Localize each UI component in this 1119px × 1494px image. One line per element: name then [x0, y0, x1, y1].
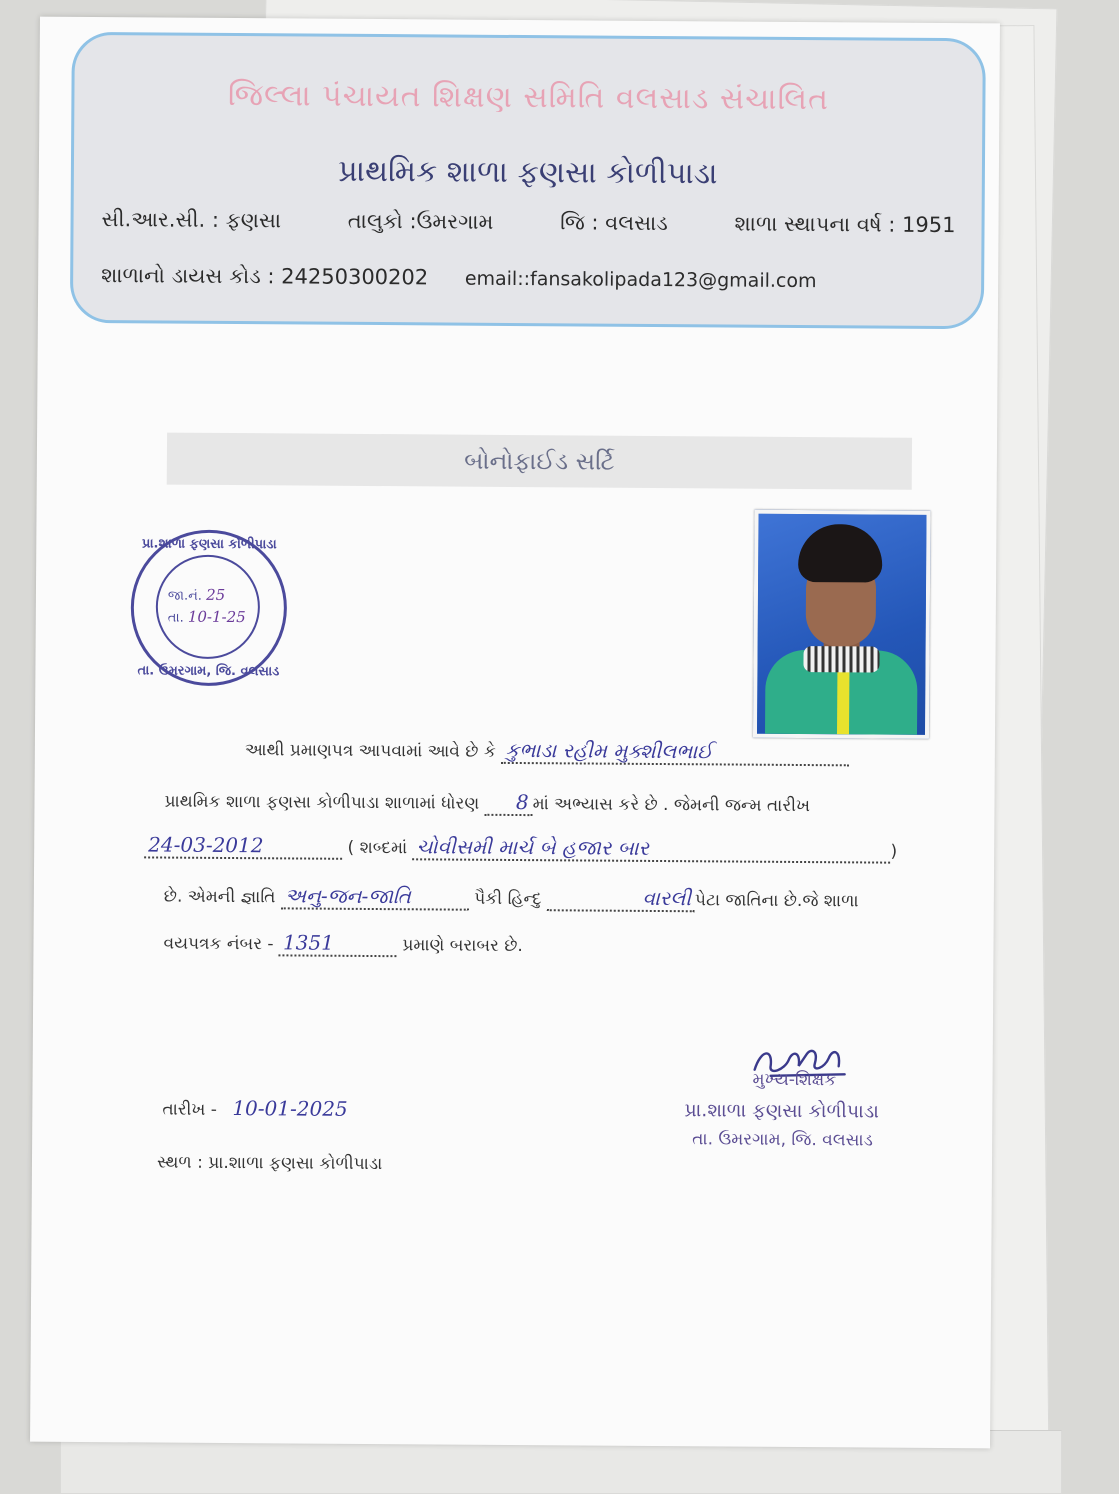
words-label: ( શબ્દમાં: [347, 837, 408, 859]
subcaste-value: વારલી: [642, 885, 692, 911]
certificate-line-4: [164, 883, 859, 914]
signatory-address: તા. ઉમરગામ, જિ. વલસાડ: [692, 1129, 873, 1151]
stamp-date-label: તા.: [167, 610, 184, 626]
student-name: કુભાડા રહીમ મુક્શીલભાઈ: [505, 737, 713, 764]
organization-title: જિલ્લા પંચાયત શિક્ષણ સમિતિ વલસાડ સંચાલિત: [227, 77, 830, 118]
signatory-school: પ્રા.શાળા ફણસા કોળીપાડા: [684, 1099, 880, 1123]
school-stamp: [130, 529, 287, 686]
stamp-number-label: જા.નં.: [167, 588, 203, 604]
certificate-line-2: [164, 788, 810, 819]
stamp-ring-top: પ્રા.શાળા ફણસા કોળીપાડા: [141, 536, 277, 553]
certificate-title: બોનોફાઈડ સર્ટિ: [167, 433, 912, 490]
certificate-line-5: [163, 930, 522, 959]
issue-date-label: તારીખ -: [162, 1099, 218, 1120]
caste-value: અનુ-જન-જાતિ: [284, 883, 411, 909]
certificate-sheet: [30, 17, 1000, 1449]
close-paren: ): [890, 841, 898, 862]
dob-words-field: [413, 834, 891, 863]
school-details-row: [101, 207, 955, 238]
letterhead: [70, 32, 986, 329]
stamp-number-value: 25: [206, 585, 226, 604]
dise-code: શાળાનો ડાયસ કોડ : 24250300202: [101, 263, 429, 290]
issue-date-value: 10-01-2025: [232, 1096, 348, 1121]
student-name-field: [501, 738, 849, 766]
contact-row: [101, 263, 817, 293]
dob-value: 24-03-2012: [148, 832, 264, 858]
register-number-field: [279, 930, 397, 957]
stamp-ring-bottom: તા. ઉમરગામ, જિ. વલસાડ: [137, 663, 280, 680]
established-text: શાળા સ્થાપના વર્ષ : 1951: [734, 211, 956, 238]
place-line: સ્થળ : પ્રા.શાળા ફણસા કોળીપાડા: [156, 1152, 383, 1175]
stamp-date-line: [168, 608, 246, 627]
line4-mid: પૈકી હિન્દુ: [474, 888, 542, 910]
standard-field: [485, 790, 533, 816]
line5-prefix: વયપત્રક નંબર -: [163, 933, 274, 955]
signatory-title: મુખ્ય-શિક્ષક: [752, 1069, 837, 1091]
register-number: 1351: [282, 930, 334, 955]
caste-field: [281, 883, 469, 910]
certificate-line-1: [245, 736, 850, 766]
certificate-line-3: [144, 832, 897, 863]
stamp-number-line: [168, 586, 225, 604]
dob-field: [144, 832, 342, 859]
subcaste-field: [547, 885, 695, 912]
district-text: જિ : વલસાડ: [560, 210, 668, 236]
line4-prefix: છે. એમની જ્ઞાતિ: [163, 886, 276, 908]
dob-words-value: ચોવીસમી માર્ચ બે હજાર બાર: [416, 834, 649, 860]
issue-date-line: [162, 1096, 347, 1121]
crc-text: સી.આર.સી. : ફણસા: [101, 207, 282, 233]
standard-value: 8: [515, 790, 529, 815]
line4-suffix: પેટા જાતિના છે.જે શાળા: [694, 890, 859, 912]
school-name: પ્રાથમિક શાળા ફણસા કોળીપાડા: [338, 153, 718, 192]
line2-suffix: માં અભ્યાસ કરે છે . જેમની જન્મ તારીખ: [532, 794, 811, 817]
line1-prefix: આથી પ્રમાણપત્ર આપવામાં આવે છે કે: [244, 740, 496, 762]
line5-suffix: પ્રમાણે બરાબર છે.: [402, 935, 523, 957]
line2-prefix: પ્રાથમિક શાળા ફણસા કોળીપાડા શાળામાં ધોરણ: [164, 791, 480, 814]
taluka-text: તાલુકો :ઉમરગામ: [347, 208, 494, 234]
stamp-date-value: 10-1-25: [187, 607, 246, 627]
student-photo: [753, 510, 931, 739]
school-email: email::fansakolipada123@gmail.com: [464, 267, 817, 293]
